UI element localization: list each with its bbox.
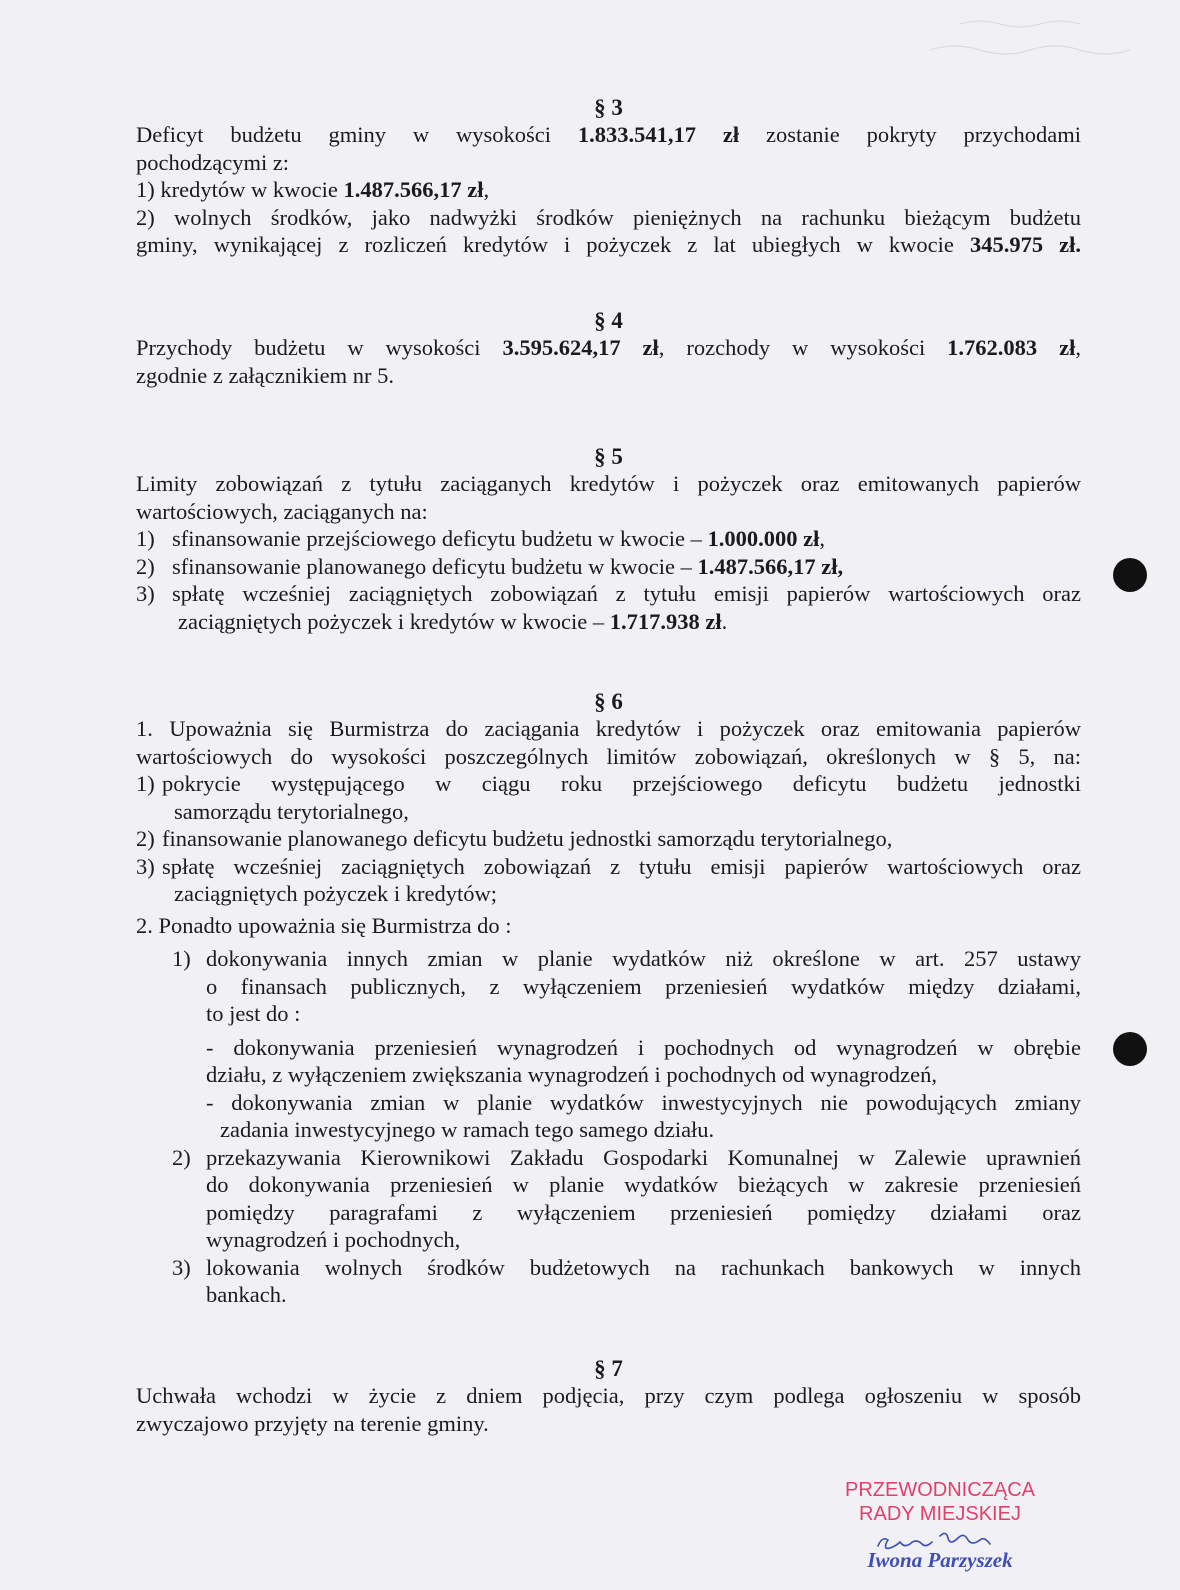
section-5-item-1: 1) sfinansowanie przejściowego deficytu budżetu w kwocie – 1.000.000 zł, <box>136 526 825 551</box>
section-7-line-2: zwyczajowo przyjęty na terenie gminy. <box>136 1410 489 1436</box>
section-6-item-1: 1) pokrycie występującego w ciągu roku przejściowego deficytu budżetu jednostki samorządu terytorialnego, <box>136 771 1081 824</box>
bleed-through-marks <box>900 6 1160 66</box>
revenue-amount: 3.595.624,17 zł <box>502 335 659 360</box>
limit-amount-2: 1.487.566,17 zł, <box>697 553 844 579</box>
section-4-heading: § 4 <box>594 308 623 333</box>
stamp-line-2: RADY MIEJSKIEJ <box>859 1503 1021 1525</box>
punch-hole-top <box>1113 558 1147 592</box>
limit-amount-1: 1.000.000 zł <box>707 526 820 551</box>
sub-item-1-line-2: działu, z wyłączeniem zwiększania wynagrodzeń i pochodnych od wynagrodzeń, <box>206 1062 937 1087</box>
section-5 <box>136 443 1081 635</box>
section-4-line-2: zgodnie z załącznikiem nr 5. <box>136 362 395 388</box>
section-6-p1-line-2: wartościowych do wysokości poszczególnych limitów zobowiązań, określonych w § 5, na: <box>136 743 1081 769</box>
sub-item-1-line-1: - dokonywania przeniesień wynagrodzeń i pochodnych od wynagrodzeń w obrębie <box>206 1034 1081 1060</box>
deficit-amount: 1.833.541,17 zł <box>577 122 740 147</box>
section-7-heading: § 7 <box>594 1356 623 1381</box>
section-6-p2-item-2: 2) przekazywania Kierownikowi Zakładu Gospodarki Komunalnej w Zalewie uprawnień do dokonywania przeniesień w planie wydatków bieżących w zakresie przeniesień pomiędzy paragrafami z wyłączeniem przeniesień pomiędzy działami oraz wynagrodzeń i pochodnych, <box>172 1144 1081 1252</box>
free-funds-amount: 345.975 zł. <box>969 232 1081 257</box>
section-4 <box>136 307 1081 389</box>
credit-amount: 1.487.566,17 zł <box>343 177 484 202</box>
section-5-item-2: 2) sfinansowanie planowanego deficytu budżetu w kwocie – 1.487.566,17 zł, <box>136 553 844 579</box>
section-5-heading: § 5 <box>594 444 623 469</box>
section-3-intro: Deficyt budżetu gminy w wysokości 1.833.541,17 zł zostanie pokryty przychodami <box>136 122 1081 147</box>
sub-item-2-line-2: zadania inwestycyjnego w ramach tego samego działu. <box>220 1117 715 1142</box>
section-6-item-3: 3) spłatę wcześniej zaciągniętych zobowiązań z tytułu emisji papierów wartościowych oraz zaciągniętych pożyczek i kredytów; <box>136 853 1081 906</box>
section-6 <box>136 688 1081 1309</box>
section-6-p2: 2. Ponadto upoważnia się Burmistrza do : <box>136 912 512 938</box>
section-3 <box>136 94 1081 259</box>
chairperson-stamp <box>820 1478 1060 1572</box>
signatory-name: Iwona Parzyszek <box>867 1548 1013 1572</box>
section-3-item-2-line-1: 2) wolnych środków, jako nadwyżki środków pieniężnych na rachunku bieżącym budżetu <box>136 204 1081 230</box>
section-3-item-2-line-2: gminy, wynikającej z rozliczeń kredytów i pożyczek z lat ubiegłych w kwocie 345.975 zł. <box>136 232 1081 257</box>
section-4-line-1: Przychody budżetu w wysokości 3.595.624,17 zł, rozchody w wysokości 1.762.083 zł, <box>136 335 1081 360</box>
expenditure-amount: 1.762.083 zł <box>947 335 1076 360</box>
section-7 <box>136 1355 1081 1437</box>
section-6-item-2: 2) finansowanie planowanego deficytu budżetu jednostki samorządu terytorialnego, <box>136 826 893 851</box>
section-3-heading: § 3 <box>594 95 623 120</box>
section-3-item-1: 1) kredytów w kwocie 1.487.566,17 zł, <box>136 177 490 202</box>
section-6-p1-line-1: 1. Upoważnia się Burmistrza do zaciągania kredytów i pożyczek oraz emitowania papierów <box>136 716 1081 741</box>
section-5-intro-line-1: Limity zobowiązań z tytułu zaciąganych kredytów i pożyczek oraz emitowanych papierów <box>136 471 1081 496</box>
section-6-p2-item-1: 1) dokonywania innych zmian w planie wydatków niż określone w art. 257 ustawy o finansach publicznych, z wyłączeniem przeniesień wydatków między działami, to jest do : - dokonywania przeniesień wynagrodzeń i pochodnych od wynagrodzeń w obrębie działu, z wyłączeniem zwiększania wynagrodzeń i pochodnych od wynagrodzeń, - dokonywania zmian w planie wydatków inwestycyjnych nie powodujących zmiany zadania inwestycyjnego w ramach tego samego działu. <box>172 946 1081 1142</box>
section-5-intro-line-2: wartościowych, zaciąganych na: <box>136 498 428 524</box>
section-6-p2-item-3: 3) lokowania wolnych środków budżetowych na rachunkach bankowych w innych bankach. <box>172 1254 1081 1307</box>
sub-item-2-line-1: - dokonywania zmian w planie wydatków inwestycyjnych nie powodujących zmiany <box>206 1089 1081 1115</box>
section-5-item-3: 3) spłatę wcześniej zaciągniętych zobowiązań z tytułu emisji papierów wartościowych oraz zaciągniętych pożyczek i kredytów w kwocie – 1.717.938 zł. <box>136 581 1081 634</box>
stamp-line-1: PRZEWODNICZĄCA <box>845 1479 1035 1501</box>
punch-hole-bottom <box>1113 1032 1147 1066</box>
section-6-heading: § 6 <box>594 689 623 714</box>
section-7-line-1: Uchwała wchodzi w życie z dniem podjęcia, przy czym podlega ogłoszeniu w sposób <box>136 1383 1081 1408</box>
limit-amount-3: 1.717.938 zł <box>609 608 722 634</box>
section-3-intro-cont: pochodzącymi z: <box>136 149 290 175</box>
